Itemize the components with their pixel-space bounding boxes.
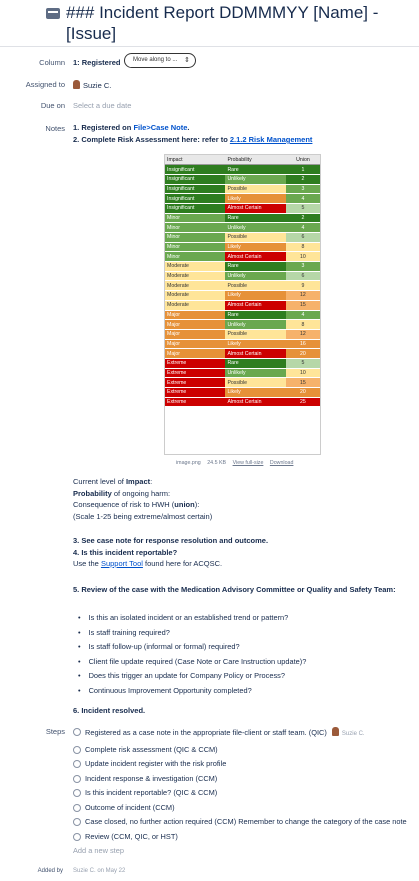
matrix-cell-impact: Minor: [165, 233, 225, 243]
matrix-cell-impact: Extreme: [165, 378, 225, 388]
matrix-cell-union: 6: [286, 271, 320, 281]
step-text: Complete risk assessment (QIC & CCM): [85, 744, 218, 754]
matrix-row: [165, 165, 320, 175]
added-by-value: Suzie C. on May 22: [73, 868, 126, 874]
matrix-cell-probability: Possible: [225, 281, 285, 291]
due-date-input[interactable]: Select a due date: [73, 101, 132, 110]
matrix-header-impact: Impact: [165, 155, 225, 165]
move-along-select[interactable]: [124, 53, 196, 68]
assignee-name: Suzie C.: [83, 81, 112, 90]
notes-label: Notes: [45, 124, 65, 133]
note-line1: 1. Registered on: [73, 123, 134, 132]
matrix-cell-probability: Rare: [225, 165, 285, 175]
matrix-cell-union: 10: [286, 252, 320, 262]
matrix-cell-probability: Unlikely: [225, 174, 285, 184]
matrix-row: [165, 223, 320, 233]
matrix-row: [165, 329, 320, 339]
note-line2: 2. Complete Risk Assessment here: refer to: [73, 135, 230, 144]
review-bullets: [78, 611, 306, 698]
matrix-cell-probability: Unlikely: [225, 223, 285, 233]
matrix-cell-impact: Major: [165, 329, 225, 339]
page-title[interactable]: ### Incident Report DDMMMYY [Name] - [Issue]: [66, 3, 379, 43]
matrix-cell-impact: Major: [165, 349, 225, 359]
matrix-row: [165, 291, 320, 301]
review-heading: 5. Review of the case with the Medication Advisory Committee or Quality and Safety Team:: [73, 585, 396, 594]
matrix-cell-union: 8: [286, 320, 320, 330]
matrix-row: [165, 388, 320, 398]
checkbox-circle-icon[interactable]: [73, 775, 81, 783]
matrix-cell-probability: Likely: [225, 339, 285, 349]
matrix-cell-union: 10: [286, 368, 320, 378]
matrix-cell-union: 4: [286, 194, 320, 204]
matrix-row: [165, 203, 320, 213]
matrix-cell-union: 16: [286, 339, 320, 349]
steps-label: Steps: [45, 727, 65, 736]
notes-body[interactable]: [73, 122, 403, 146]
image-caption: [176, 460, 298, 466]
matrix-cell-impact: Minor: [165, 223, 225, 233]
step-item[interactable]: [73, 788, 413, 798]
step-text: Registered as a case note in the appropriate file-client or staff team. (QIC): [85, 728, 327, 737]
image-filename: image.png: [176, 460, 201, 466]
support-tool-link[interactable]: Support Tool: [100, 559, 143, 568]
matrix-cell-probability: Unlikely: [225, 271, 285, 281]
checkbox-circle-icon[interactable]: [73, 789, 81, 797]
matrix-cell-impact: Moderate: [165, 300, 225, 310]
move-along-label: Move along to ...: [133, 57, 178, 63]
matrix-cell-probability: Almost Certain: [225, 397, 285, 407]
matrix-cell-union: 8: [286, 242, 320, 252]
step-text: Update incident register with the risk profile: [85, 759, 227, 768]
matrix-row: [165, 262, 320, 272]
matrix-cell-union: 20: [286, 388, 320, 398]
matrix-cell-probability: Almost Certain: [225, 252, 285, 262]
matrix-cell-probability: Possible: [225, 184, 285, 194]
matrix-cell-union: 3: [286, 184, 320, 194]
added-by-label: Added by: [37, 868, 63, 874]
step-item[interactable]: [73, 817, 413, 827]
checkbox-circle-icon[interactable]: [73, 760, 81, 768]
matrix-row: [165, 349, 320, 359]
matrix-cell-impact: Insignificant: [165, 184, 225, 194]
matrix-cell-probability: Rare: [225, 262, 285, 272]
matrix-cell-probability: Rare: [225, 358, 285, 368]
step-assignee: Suzie C.: [341, 731, 365, 737]
updown-chevron-icon: ⇕: [184, 57, 190, 64]
risk-level-text: Current level of Impact: Probability of ongoing harm: Consequence of risk to HWH (union): (Scale 1-25 being extreme/almost certain): [73, 477, 213, 521]
step-text: Incident response & investigation (CCM): [85, 773, 218, 783]
add-step-button[interactable]: Add a new step: [73, 846, 124, 855]
matrix-cell-union: 2: [286, 174, 320, 184]
matrix-cell-union: 12: [286, 329, 320, 339]
divider: [0, 46, 419, 47]
matrix-row: [165, 397, 320, 407]
image-size: 24.5 KB: [207, 460, 227, 466]
matrix-cell-impact: Extreme: [165, 358, 225, 368]
resolution-text: 3. See case note for response resolution and outcome. 4. Is this incident reportable? Use the Support Tool found here for ACQSC.: [73, 536, 269, 568]
matrix-row: [165, 358, 320, 368]
matrix-cell-union: 20: [286, 349, 320, 359]
matrix-cell-union: 6: [286, 233, 320, 243]
matrix-cell-impact: Moderate: [165, 291, 225, 301]
step-text: Review (CCM, QIC, or HST): [85, 831, 178, 841]
matrix-row: [165, 271, 320, 281]
matrix-cell-impact: Moderate: [165, 262, 225, 272]
step-text: Is this incident reportable? (QIC & CCM): [85, 788, 218, 797]
matrix-cell-impact: Moderate: [165, 281, 225, 291]
list-item: • Is staff training required?: [78, 626, 306, 641]
card-icon: [46, 8, 60, 19]
column-value: 1: Registered: [73, 58, 121, 67]
matrix-cell-union: 5: [286, 203, 320, 213]
assignee[interactable]: [73, 80, 111, 90]
view-full-size-link[interactable]: View full-size: [232, 460, 264, 466]
matrix-cell-impact: Extreme: [165, 388, 225, 398]
matrix-cell-probability: Possible: [225, 378, 285, 388]
resolved-text: 6. Incident resolved.: [73, 706, 146, 715]
assigned-label: Assigned to: [25, 80, 65, 89]
matrix-cell-impact: Insignificant: [165, 174, 225, 184]
checkbox-circle-icon[interactable]: [73, 728, 81, 736]
step-text: Outcome of incident (CCM): [85, 802, 175, 812]
matrix-cell-union: 4: [286, 310, 320, 320]
matrix-cell-union: 2: [286, 213, 320, 223]
matrix-cell-union: 12: [286, 291, 320, 301]
matrix-row: [165, 310, 320, 320]
matrix-cell-union: 5: [286, 358, 320, 368]
matrix-cell-union: 3: [286, 262, 320, 272]
matrix-cell-impact: Major: [165, 320, 225, 330]
matrix-cell-impact: Extreme: [165, 397, 225, 407]
list-item: • Is this an isolated incident or an established trend or pattern?: [78, 611, 306, 626]
matrix-row: [165, 300, 320, 310]
checkbox-circle-icon[interactable]: [73, 746, 81, 754]
matrix-cell-impact: Extreme: [165, 368, 225, 378]
matrix-cell-impact: Major: [165, 310, 225, 320]
avatar: [332, 727, 339, 736]
list-item: • Client file update required (Case Note or Care Instruction update)?: [78, 655, 306, 670]
matrix-cell-probability: Unlikely: [225, 368, 285, 378]
matrix-row: [165, 252, 320, 262]
column-label: Column: [39, 58, 65, 67]
matrix-cell-probability: Possible: [225, 233, 285, 243]
matrix-row: [165, 320, 320, 330]
checkbox-circle-icon[interactable]: [73, 833, 81, 841]
matrix-cell-probability: Possible: [225, 329, 285, 339]
download-link[interactable]: Download: [269, 460, 294, 466]
matrix-cell-probability: Rare: [225, 213, 285, 223]
step-item[interactable]: [73, 727, 413, 740]
matrix-row: [165, 184, 320, 194]
matrix-cell-union: 25: [286, 397, 320, 407]
matrix-row: [165, 339, 320, 349]
risk-matrix-image[interactable]: [164, 154, 321, 455]
matrix-header-union: Union: [286, 155, 320, 165]
list-item: • Continuous Improvement Opportunity completed?: [78, 684, 306, 699]
matrix-row: [165, 174, 320, 184]
step-item[interactable]: [73, 774, 413, 784]
matrix-cell-impact: Minor: [165, 242, 225, 252]
matrix-cell-impact: Insignificant: [165, 194, 225, 204]
matrix-cell-probability: Almost Certain: [225, 349, 285, 359]
matrix-cell-probability: Unlikely: [225, 320, 285, 330]
avatar: [73, 80, 80, 89]
matrix-cell-union: 4: [286, 223, 320, 233]
note-line1-end: .: [187, 123, 190, 132]
matrix-row: [165, 233, 320, 243]
matrix-cell-probability: Likely: [225, 194, 285, 204]
matrix-cell-probability: Almost Certain: [225, 203, 285, 213]
matrix-cell-probability: Rare: [225, 310, 285, 320]
risk-management-link[interactable]: 2.1.2 Risk Management: [229, 135, 313, 144]
checkbox-circle-icon[interactable]: [73, 804, 81, 812]
checkbox-circle-icon[interactable]: [73, 818, 81, 826]
matrix-cell-union: 1: [286, 165, 320, 175]
list-item: • Does this trigger an update for Company Policy or Process?: [78, 669, 306, 684]
due-label: Due on: [40, 101, 65, 110]
step-item[interactable]: [73, 832, 413, 842]
matrix-cell-union: 9: [286, 281, 320, 291]
matrix-cell-impact: Moderate: [165, 271, 225, 281]
step-item[interactable]: [73, 759, 413, 769]
matrix-cell-probability: Likely: [225, 291, 285, 301]
matrix-cell-impact: Insignificant: [165, 165, 225, 175]
matrix-cell-union: 15: [286, 300, 320, 310]
case-note-link[interactable]: File>Case Note: [133, 123, 188, 132]
matrix-cell-probability: Likely: [225, 242, 285, 252]
step-text: Case closed, no further action required (CCM) Remember to change the category of the case note: [85, 817, 407, 826]
matrix-row: [165, 213, 320, 223]
matrix-row: [165, 242, 320, 252]
matrix-cell-impact: Insignificant: [165, 203, 225, 213]
matrix-cell-probability: Likely: [225, 388, 285, 398]
matrix-cell-impact: Minor: [165, 213, 225, 223]
matrix-cell-impact: Major: [165, 339, 225, 349]
matrix-row: [165, 281, 320, 291]
matrix-cell-probability: Almost Certain: [225, 300, 285, 310]
matrix-row: [165, 194, 320, 204]
list-item: • Is staff follow-up (informal or formal) required?: [78, 640, 306, 655]
matrix-row: [165, 368, 320, 378]
steps-list: [73, 727, 413, 861]
matrix-header-probability: Probability: [225, 155, 285, 165]
step-item[interactable]: [73, 745, 413, 755]
matrix-cell-impact: Minor: [165, 252, 225, 262]
step-item[interactable]: [73, 803, 413, 813]
matrix-cell-union: 15: [286, 378, 320, 388]
matrix-row: [165, 378, 320, 388]
